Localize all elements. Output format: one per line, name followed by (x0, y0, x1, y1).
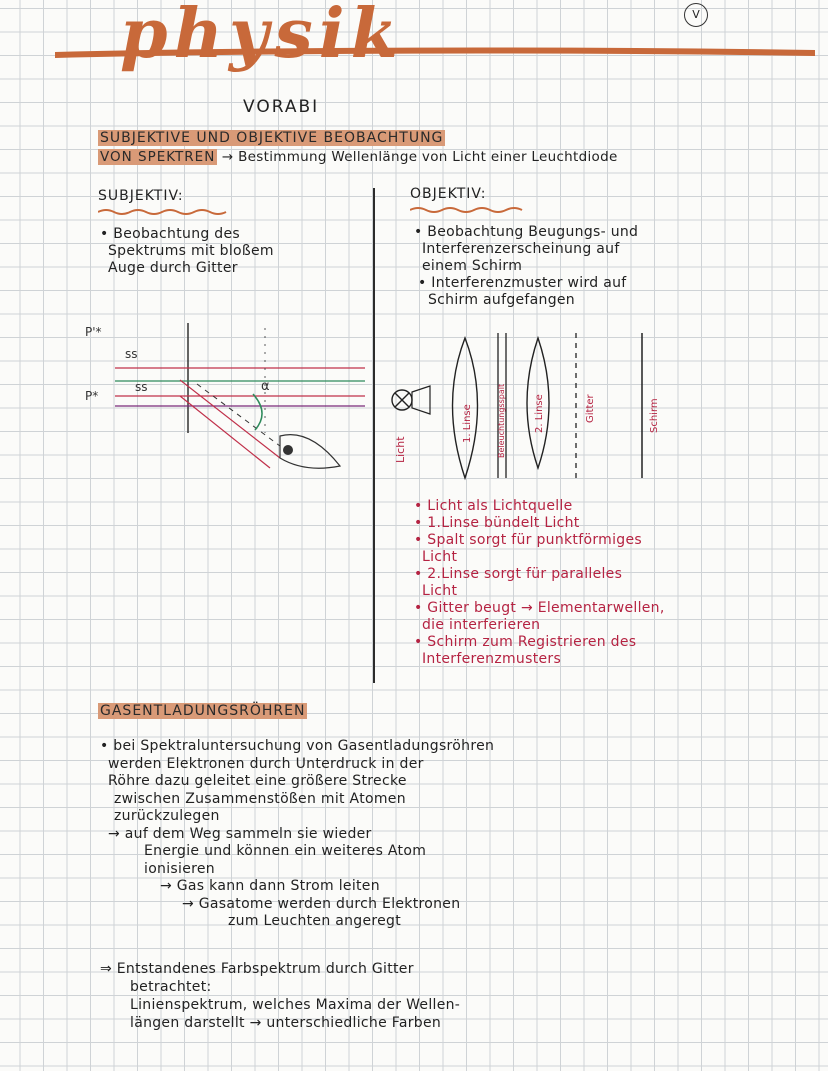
objektiv-line: einem Schirm (422, 258, 523, 274)
label-gitter: Gitter (585, 394, 596, 423)
objektiv-line: Interferenzerscheinung auf (422, 241, 620, 257)
objektiv-notes (414, 498, 784, 668)
objektiv-line: • Interferenzmuster wird auf (418, 275, 627, 291)
subjektiv-line: Auge durch Gitter (108, 260, 238, 276)
conclusion-line: Linienspektrum, welches Maxima der Wellen- (130, 997, 461, 1013)
label-ss-1: ss (125, 347, 138, 361)
objektiv-note: die interferieren (422, 617, 541, 633)
gas-line: Energie und können ein weiteres Atom (144, 843, 427, 859)
gas-line: zurückzulegen (114, 808, 220, 824)
objektiv-note: • Schirm zum Registrieren des (414, 634, 637, 650)
label-alpha: α (261, 379, 270, 394)
conclusion-line: längen darstellt → unterschiedliche Farben (130, 1015, 442, 1031)
objektiv-heading: OBJEKTIV: (410, 186, 487, 202)
objektiv-note: Interferenzmusters (422, 651, 562, 667)
main-heading-line2 (98, 149, 618, 165)
label-p: P* (85, 389, 99, 403)
gas-line: • bei Spektraluntersuchung von Gasentladungsröhren (100, 738, 495, 754)
objektiv-note: • Gitter beugt → Elementarwellen, (414, 600, 665, 616)
page-number-badge: V (684, 3, 708, 27)
main-heading-highlight: VON SPEKTREN (100, 149, 216, 165)
gas-line: Röhre dazu geleitet eine größere Strecke (108, 773, 407, 789)
gas-line: → Gas kann dann Strom leiten (160, 878, 380, 894)
page-title: physik (120, 0, 404, 74)
main-heading (98, 129, 445, 147)
objektiv-diagram (380, 318, 670, 488)
objektiv-note: Licht (422, 583, 458, 599)
gas-line: werden Elektronen durch Unterdruck in der (108, 755, 424, 772)
gas-text (100, 738, 720, 931)
subjektiv-heading: SUBJEKTIV: (98, 188, 184, 204)
main-heading-rest: → Bestimmung Wellenlänge von Licht einer Leuchtdiode (221, 149, 618, 165)
objektiv-note: • 2.Linse sorgt für paralleles (414, 566, 623, 582)
section-label: VORABI (243, 97, 320, 117)
subjektiv-diagram (85, 318, 370, 478)
gas-heading-text: GASENTLADUNGSRÖHREN (100, 703, 306, 719)
label-spalt: Beleuchtungsspalt (497, 383, 506, 458)
subjektiv-text (100, 226, 274, 277)
main-heading-line1: SUBJEKTIVE UND OBJEKTIVE BEOBACHTUNG (100, 130, 444, 146)
column-divider (373, 188, 375, 683)
subjektiv-wavy-underline (98, 208, 228, 216)
gas-line: ionisieren (144, 860, 215, 877)
gas-heading (98, 703, 307, 719)
objektiv-line: Schirm aufgefangen (428, 292, 575, 308)
gas-line: → auf dem Weg sammeln sie wieder (108, 825, 372, 842)
subjektiv-line: • Beobachtung des (100, 226, 240, 242)
label-licht: Licht (394, 436, 407, 463)
conclusion-line: betrachtet: (130, 979, 212, 995)
objektiv-text (414, 224, 774, 309)
gas-conclusion (100, 960, 740, 1032)
label-p-prime: P'* (85, 325, 102, 339)
objektiv-wavy-underline (410, 206, 525, 214)
objektiv-note: • Licht als Lichtquelle (414, 498, 573, 514)
label-schirm: Schirm (649, 398, 660, 433)
objektiv-line: • Beobachtung Beugungs- und (414, 224, 639, 240)
subjektiv-line: Spektrums mit bloßem (108, 243, 274, 259)
label-linse-2: 2. Linse (534, 394, 545, 433)
objektiv-note: • 1.Linse bündelt Licht (414, 515, 580, 531)
label-linse-1: 1. Linse (462, 404, 473, 443)
objektiv-note: • Spalt sorgt für punktförmiges (414, 532, 642, 548)
objektiv-note: Licht (422, 549, 458, 565)
gas-line: zum Leuchten angeregt (228, 913, 402, 929)
gas-line: → Gasatome werden durch Elektronen (182, 895, 461, 912)
conclusion-line: ⇒ Entstandenes Farbspektrum durch Gitter (100, 961, 414, 977)
gas-line: zwischen Zusammenstößen mit Atomen (114, 790, 406, 807)
label-ss-2: ss (135, 380, 148, 394)
